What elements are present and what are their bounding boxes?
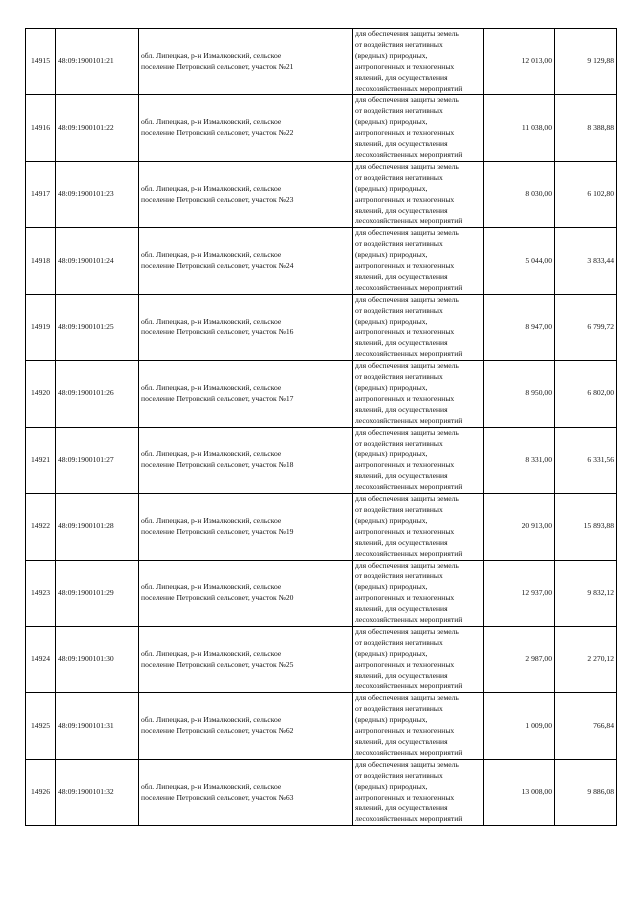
address-cell	[139, 759, 353, 825]
permitted-use-line: от воздействия негативных	[355, 704, 443, 714]
row-number-cell: 14925	[26, 693, 56, 759]
area-cell: 12 937,00	[484, 560, 555, 626]
table-row	[26, 759, 617, 825]
address-line: обл. Липецкая, р-н Измалковский, сельское	[141, 515, 282, 525]
address-cell	[139, 494, 353, 560]
row-number-cell: 14921	[26, 427, 56, 493]
row-number-cell: 14920	[26, 361, 56, 427]
permitted-use-line: от воздействия негативных	[355, 172, 443, 182]
value-cell: 6 799,72	[555, 294, 617, 360]
permitted-use-line: антропогенных и техногенных	[355, 327, 455, 337]
permitted-use-line: явлений, для осуществления	[355, 670, 448, 680]
permitted-use-line: явлений, для осуществления	[355, 537, 448, 547]
permitted-use-line: от воздействия негативных	[355, 39, 443, 49]
permitted-use-cell	[353, 626, 484, 692]
permitted-use-line: (вредных) природных,	[355, 316, 428, 326]
permitted-use-cell	[353, 161, 484, 227]
value-cell: 9 832,12	[555, 560, 617, 626]
permitted-use-line: явлений, для осуществления	[355, 471, 448, 481]
table-row	[26, 29, 617, 95]
permitted-use-line: для обеспечения защиты земель	[355, 95, 459, 105]
table-row	[26, 161, 617, 227]
permitted-use-line: (вредных) природных,	[355, 781, 428, 791]
permitted-use-line: антропогенных и техногенных	[355, 792, 455, 802]
address-line: обл. Липецкая, р-н Измалковский, сельское	[141, 183, 282, 193]
permitted-use-line: для обеспечения защиты земель	[355, 361, 459, 371]
address-line: поселение Петровский сельсовет, участок №16	[141, 327, 294, 337]
permitted-use-line: от воздействия негативных	[355, 504, 443, 514]
address-cell	[139, 560, 353, 626]
cadastral-number-cell: 48:09:1900101:29	[56, 560, 139, 626]
cadastral-number-cell: 48:09:1900101:27	[56, 427, 139, 493]
address-cell	[139, 693, 353, 759]
area-cell: 12 013,00	[484, 29, 555, 95]
permitted-use-line: лесохозяйственных мероприятий	[355, 747, 463, 757]
address-line: обл. Липецкая, р-н Измалковский, сельское	[141, 648, 282, 658]
address-cell	[139, 95, 353, 161]
permitted-use-cell	[353, 427, 484, 493]
permitted-use-line: лесохозяйственных мероприятий	[355, 415, 463, 425]
address-cell	[139, 427, 353, 493]
permitted-use-line: антропогенных и техногенных	[355, 194, 455, 204]
value-cell: 15 893,88	[555, 494, 617, 560]
cadastral-number-cell: 48:09:1900101:30	[56, 626, 139, 692]
permitted-use-line: (вредных) природных,	[355, 582, 428, 592]
permitted-use-line: (вредных) природных,	[355, 648, 428, 658]
permitted-use-line: для обеспечения защиты земель	[355, 560, 459, 570]
table-row	[26, 294, 617, 360]
permitted-use-line: явлений, для осуществления	[355, 139, 448, 149]
permitted-use-line: лесохозяйственных мероприятий	[355, 681, 463, 691]
permitted-use-line: от воздействия негативных	[355, 239, 443, 249]
permitted-use-line: для обеспечения защиты земель	[355, 294, 459, 304]
cadastral-number-cell: 48:09:1900101:26	[56, 361, 139, 427]
table-row	[26, 494, 617, 560]
cadastral-number-cell: 48:09:1900101:21	[56, 29, 139, 95]
row-number-cell: 14916	[26, 95, 56, 161]
permitted-use-line: лесохозяйственных мероприятий	[355, 282, 463, 292]
value-cell: 8 388,88	[555, 95, 617, 161]
permitted-use-line: антропогенных и техногенных	[355, 659, 455, 669]
address-line: поселение Петровский сельсовет, участок №22	[141, 128, 294, 138]
address-line: обл. Липецкая, р-н Измалковский, сельское	[141, 582, 282, 592]
permitted-use-cell	[353, 759, 484, 825]
permitted-use-line: антропогенных и техногенных	[355, 61, 455, 71]
permitted-use-line: для обеспечения защиты земель	[355, 494, 459, 504]
permitted-use-line: лесохозяйственных мероприятий	[355, 149, 463, 159]
address-line: поселение Петровский сельсовет, участок №21	[141, 61, 294, 71]
permitted-use-line: для обеспечения защиты земель	[355, 693, 459, 703]
address-cell	[139, 294, 353, 360]
cadastral-number-cell: 48:09:1900101:25	[56, 294, 139, 360]
permitted-use-line: от воздействия негативных	[355, 106, 443, 116]
permitted-use-line: от воздействия негативных	[355, 571, 443, 581]
cadastral-number-cell: 48:09:1900101:23	[56, 161, 139, 227]
address-line: обл. Липецкая, р-н Измалковский, сельское	[141, 715, 282, 725]
permitted-use-line: для обеспечения защиты земель	[355, 626, 459, 636]
permitted-use-line: антропогенных и техногенных	[355, 128, 455, 138]
permitted-use-line: для обеспечения защиты земель	[355, 759, 459, 769]
land-plot-table	[25, 28, 617, 826]
row-number-cell: 14919	[26, 294, 56, 360]
permitted-use-line: антропогенных и техногенных	[355, 526, 455, 536]
address-cell	[139, 161, 353, 227]
area-cell: 8 331,00	[484, 427, 555, 493]
permitted-use-line: (вредных) природных,	[355, 117, 428, 127]
permitted-use-line: лесохозяйственных мероприятий	[355, 548, 463, 558]
permitted-use-line: (вредных) природных,	[355, 183, 428, 193]
permitted-use-line: (вредных) природных,	[355, 449, 428, 459]
table-row	[26, 626, 617, 692]
table-row	[26, 693, 617, 759]
table-row	[26, 361, 617, 427]
row-number-cell: 14918	[26, 228, 56, 294]
permitted-use-line: для обеспечения защиты земель	[355, 29, 459, 38]
permitted-use-cell	[353, 95, 484, 161]
address-line: поселение Петровский сельсовет, участок №18	[141, 460, 294, 470]
address-line: поселение Петровский сельсовет, участок №62	[141, 726, 294, 736]
value-cell: 6 802,00	[555, 361, 617, 427]
permitted-use-line: лесохозяйственных мероприятий	[355, 615, 463, 625]
row-number-cell: 14922	[26, 494, 56, 560]
area-cell: 20 913,00	[484, 494, 555, 560]
permitted-use-line: явлений, для осуществления	[355, 271, 448, 281]
value-cell: 6 331,56	[555, 427, 617, 493]
cadastral-number-cell: 48:09:1900101:24	[56, 228, 139, 294]
area-cell: 8 950,00	[484, 361, 555, 427]
permitted-use-line: антропогенных и техногенных	[355, 460, 455, 470]
permitted-use-cell	[353, 294, 484, 360]
permitted-use-line: антропогенных и техногенных	[355, 261, 455, 271]
address-line: обл. Липецкая, р-н Измалковский, сельское	[141, 449, 282, 459]
permitted-use-line: лесохозяйственных мероприятий	[355, 814, 463, 824]
permitted-use-line: (вредных) природных,	[355, 250, 428, 260]
address-line: обл. Липецкая, р-н Измалковский, сельское	[141, 250, 282, 260]
permitted-use-cell	[353, 361, 484, 427]
cadastral-number-cell: 48:09:1900101:32	[56, 759, 139, 825]
permitted-use-line: (вредных) природных,	[355, 515, 428, 525]
value-cell: 9 129,88	[555, 29, 617, 95]
row-number-cell: 14926	[26, 759, 56, 825]
area-cell: 2 987,00	[484, 626, 555, 692]
address-line: поселение Петровский сельсовет, участок №20	[141, 593, 294, 603]
permitted-use-line: явлений, для осуществления	[355, 404, 448, 414]
permitted-use-cell	[353, 494, 484, 560]
permitted-use-line: явлений, для осуществления	[355, 338, 448, 348]
permitted-use-line: от воздействия негативных	[355, 637, 443, 647]
address-line: обл. Липецкая, р-н Измалковский, сельское	[141, 117, 282, 127]
value-cell: 2 270,12	[555, 626, 617, 692]
address-cell	[139, 361, 353, 427]
permitted-use-line: (вредных) природных,	[355, 715, 428, 725]
cadastral-number-cell: 48:09:1900101:28	[56, 494, 139, 560]
permitted-use-line: лесохозяйственных мероприятий	[355, 349, 463, 359]
value-cell: 766,84	[555, 693, 617, 759]
permitted-use-line: лесохозяйственных мероприятий	[355, 83, 463, 93]
area-cell: 8 030,00	[484, 161, 555, 227]
address-cell	[139, 29, 353, 95]
permitted-use-line: явлений, для осуществления	[355, 72, 448, 82]
address-cell	[139, 626, 353, 692]
cadastral-number-cell: 48:09:1900101:22	[56, 95, 139, 161]
permitted-use-line: явлений, для осуществления	[355, 205, 448, 215]
permitted-use-line: антропогенных и техногенных	[355, 726, 455, 736]
table-row	[26, 95, 617, 161]
table-row	[26, 560, 617, 626]
area-cell: 5 044,00	[484, 228, 555, 294]
area-cell: 13 008,00	[484, 759, 555, 825]
value-cell: 3 833,44	[555, 228, 617, 294]
address-line: обл. Липецкая, р-н Измалковский, сельское	[141, 383, 282, 392]
permitted-use-line: антропогенных и техногенных	[355, 393, 455, 403]
permitted-use-line: (вредных) природных,	[355, 383, 428, 392]
address-line: поселение Петровский сельсовет, участок №19	[141, 526, 294, 536]
permitted-use-cell	[353, 228, 484, 294]
table-row	[26, 427, 617, 493]
cadastral-number-cell: 48:09:1900101:31	[56, 693, 139, 759]
address-cell	[139, 228, 353, 294]
address-line: поселение Петровский сельсовет, участок №24	[141, 261, 294, 271]
permitted-use-cell	[353, 693, 484, 759]
row-number-cell: 14924	[26, 626, 56, 692]
permitted-use-line: для обеспечения защиты земель	[355, 161, 459, 171]
permitted-use-line: от воздействия негативных	[355, 305, 443, 315]
address-line: поселение Петровский сельсовет, участок №25	[141, 659, 294, 669]
permitted-use-line: от воздействия негативных	[355, 372, 443, 382]
permitted-use-line: для обеспечения защиты земель	[355, 427, 459, 437]
address-line: поселение Петровский сельсовет, участок №23	[141, 194, 294, 204]
row-number-cell: 14923	[26, 560, 56, 626]
permitted-use-line: (вредных) природных,	[355, 50, 428, 60]
row-number-cell: 14915	[26, 29, 56, 95]
permitted-use-cell	[353, 560, 484, 626]
address-line: обл. Липецкая, р-н Измалковский, сельское	[141, 50, 282, 60]
address-line: обл. Липецкая, р-н Измалковский, сельское	[141, 781, 282, 791]
permitted-use-cell	[353, 29, 484, 95]
permitted-use-line: от воздействия негативных	[355, 438, 443, 448]
permitted-use-line: лесохозяйственных мероприятий	[355, 482, 463, 492]
permitted-use-line: явлений, для осуществления	[355, 803, 448, 813]
permitted-use-line: для обеспечения защиты земель	[355, 228, 459, 238]
area-cell: 8 947,00	[484, 294, 555, 360]
address-line: поселение Петровский сельсовет, участок №17	[141, 393, 294, 403]
row-number-cell: 14917	[26, 161, 56, 227]
permitted-use-line: антропогенных и техногенных	[355, 593, 455, 603]
value-cell: 6 102,80	[555, 161, 617, 227]
permitted-use-line: явлений, для осуществления	[355, 737, 448, 746]
value-cell: 9 886,08	[555, 759, 617, 825]
permitted-use-line: явлений, для осуществления	[355, 604, 448, 614]
area-cell: 1 009,00	[484, 693, 555, 759]
permitted-use-line: лесохозяйственных мероприятий	[355, 216, 463, 226]
permitted-use-line: от воздействия негативных	[355, 770, 443, 780]
area-cell: 11 038,00	[484, 95, 555, 161]
address-line: поселение Петровский сельсовет, участок №63	[141, 792, 294, 802]
table-row	[26, 228, 617, 294]
address-line: обл. Липецкая, р-н Измалковский, сельское	[141, 316, 282, 326]
